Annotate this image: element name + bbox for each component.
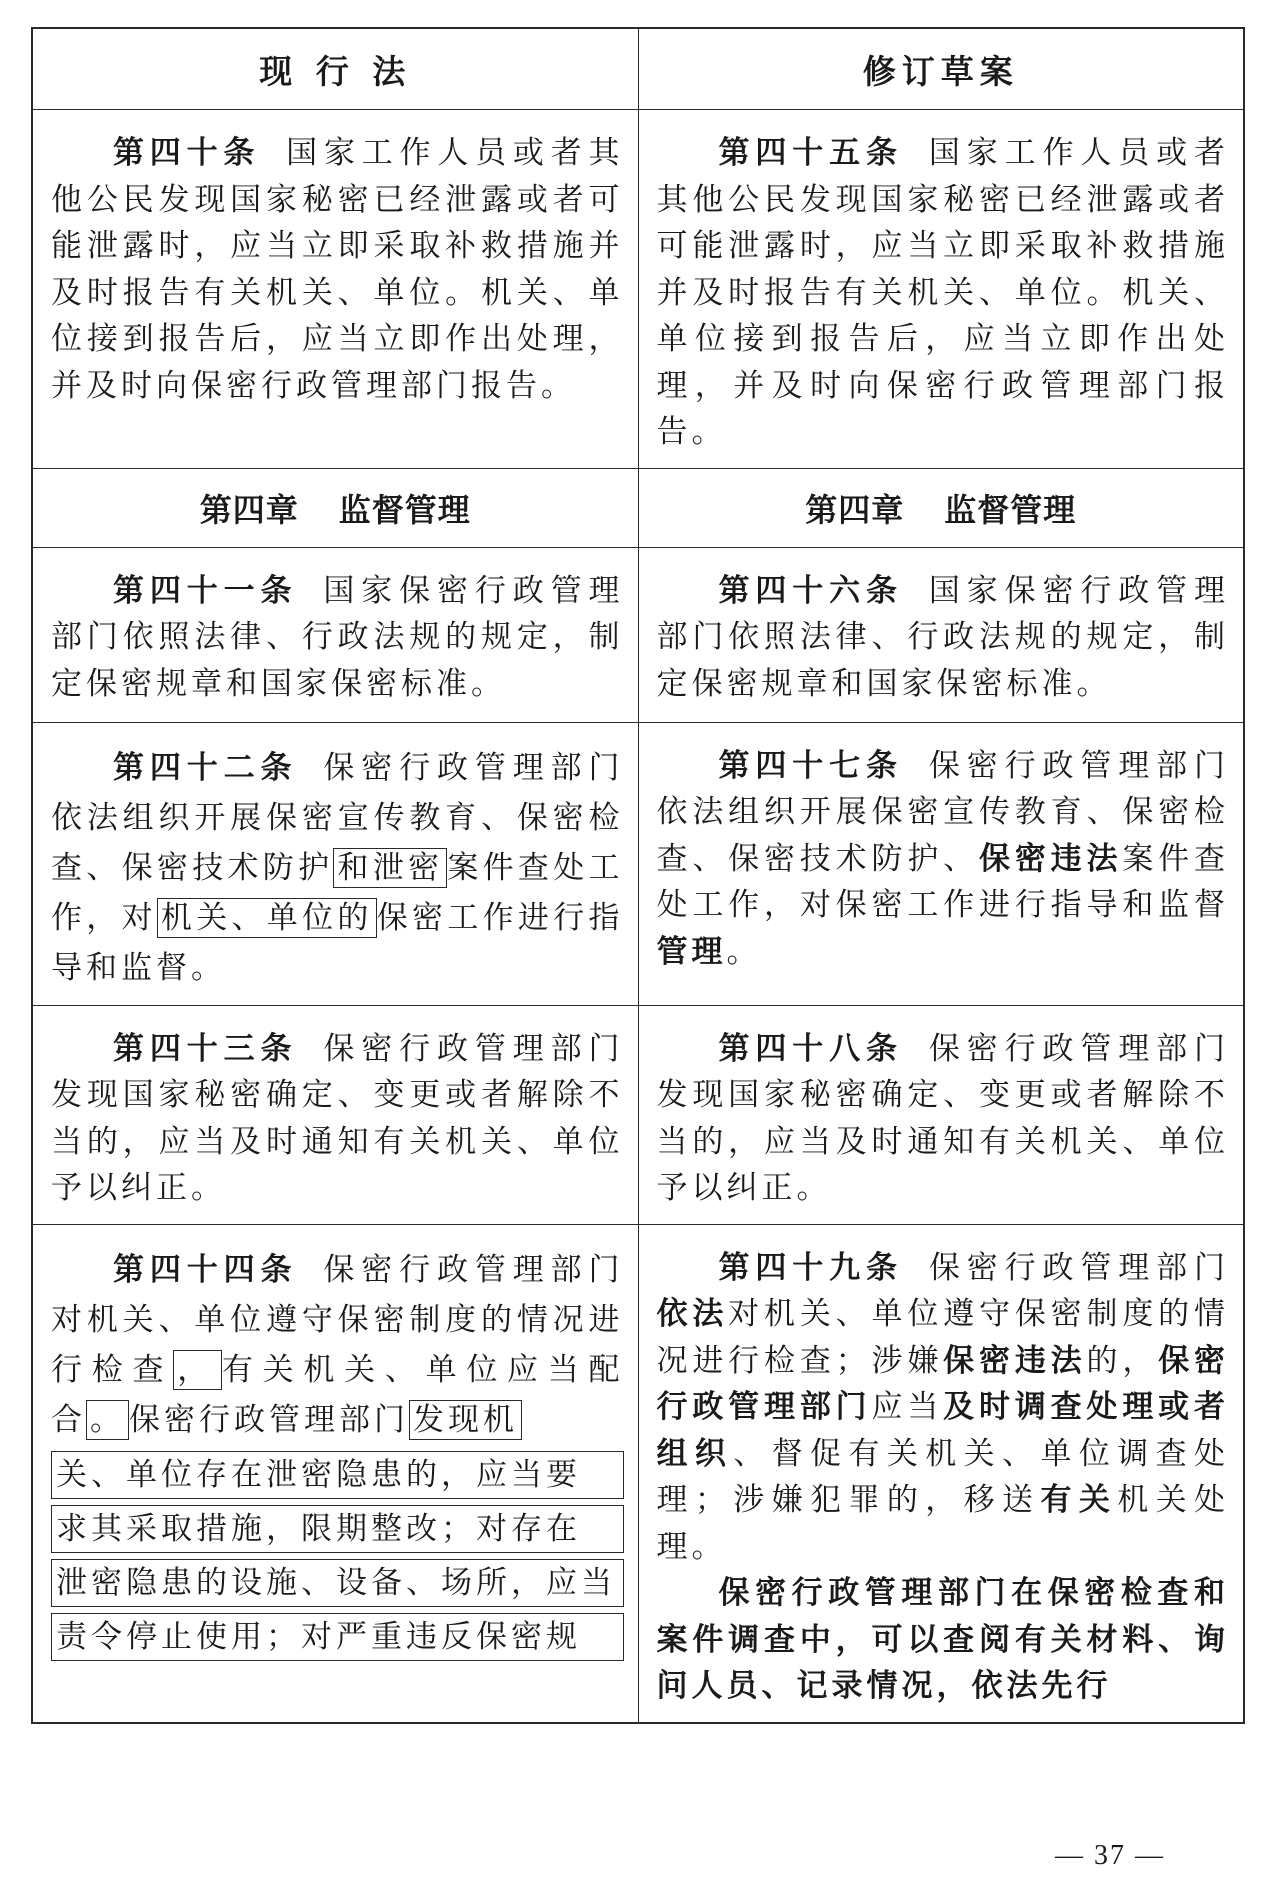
deleted-text-box: 和泄密 bbox=[333, 848, 447, 888]
current-law-cell bbox=[32, 547, 638, 722]
chapter-heading-left bbox=[32, 468, 638, 547]
header-revised-draft: 修订草案 bbox=[638, 28, 1244, 110]
article-text: 保密行政管理部门 bbox=[129, 1401, 409, 1438]
deleted-text-line: 责令停止使用；对严重违反保密规 bbox=[51, 1613, 624, 1661]
chapter-row bbox=[32, 468, 1244, 547]
chapter-number: 第四章 bbox=[199, 490, 299, 529]
article-text: 保密行政管理部门对机关、单位遵守保密制度的情况进行检查 bbox=[51, 1251, 624, 1388]
article-text: 国家工作人员或者其他公民发现国家秘密已经泄露或者可能泄露时，应当立即采取补救措施并及时报告有关机关、单位。机关、单位接到报告后，应当立即作出处理，并及时向保密行政管理部门报告。 bbox=[51, 135, 624, 404]
article-text: 。 bbox=[726, 933, 762, 970]
deleted-text-box: 。 bbox=[86, 1400, 129, 1440]
article-text: 国家保密行政管理部门依照法律、行政法规的规定，制定保密规章和国家保密标准。 bbox=[656, 572, 1229, 702]
deleted-text-box: ， bbox=[173, 1350, 222, 1390]
header-row bbox=[32, 28, 1244, 110]
added-text-bold: 及时调查处理或者组织 bbox=[656, 1389, 1230, 1472]
table-row bbox=[32, 1224, 1244, 1723]
article-number: 第四十三条 bbox=[113, 1030, 298, 1067]
article-text: 保密行政管理部门发现国家秘密确定、变更或者解除不当的，应当及时通知有关机关、单位予以纠正。 bbox=[656, 1030, 1229, 1206]
table-row bbox=[32, 110, 1244, 469]
article-number: 第四十六条 bbox=[718, 572, 903, 609]
article-text: 保密行政管理部门依法组织开展保密宣传教育、保密检查、保密技术防护 bbox=[51, 749, 624, 886]
table-row bbox=[32, 1005, 1244, 1224]
added-text-bold: 有关 bbox=[1040, 1482, 1118, 1518]
deleted-text-line: 泄密隐患的设施、设备、场所，应当 bbox=[51, 1559, 624, 1607]
article-text: 案件查处工作，对 bbox=[51, 849, 624, 936]
article-text: 保密工作进行指导和监督。 bbox=[51, 899, 624, 986]
current-law-cell bbox=[32, 1005, 638, 1224]
header-current-law: 现 行 法 bbox=[32, 28, 638, 110]
added-text-bold: 依法 bbox=[656, 1296, 729, 1332]
article-text: 保密行政管理部门发现国家秘密确定、变更或者解除不当的，应当及时通知有关机关、单位予以纠正。 bbox=[51, 1030, 624, 1206]
revised-draft-cell bbox=[638, 1224, 1244, 1723]
article-text: 应当 bbox=[871, 1389, 944, 1425]
article-number: 第四十七条 bbox=[718, 747, 903, 784]
added-text-bold: 保密行政管理部门 bbox=[656, 1342, 1230, 1425]
deleted-text-box: 发现机 bbox=[409, 1400, 522, 1440]
chapter-title: 监督管理 bbox=[944, 490, 1077, 529]
added-text-bold: 管理 bbox=[656, 933, 727, 970]
article-number: 第四十五条 bbox=[718, 135, 903, 171]
article-text: 保密行政管理部门 bbox=[928, 1249, 1229, 1286]
chapter-heading-right bbox=[638, 468, 1244, 547]
chapter-number: 第四章 bbox=[805, 490, 905, 529]
current-law-cell bbox=[32, 1224, 638, 1723]
deleted-text-line: 求其采取措施，限期整改；对存在 bbox=[51, 1505, 624, 1553]
article-text: 有关机关、单位应当配合 bbox=[51, 1351, 624, 1438]
article-number: 第四十九条 bbox=[718, 1249, 903, 1286]
article-text: 保密行政管理部门依法组织开展保密宣传教育、保密检查、保密技术防护、 bbox=[656, 747, 1229, 877]
deleted-text-box: 机关、单位的 bbox=[157, 898, 377, 938]
table-row bbox=[32, 722, 1244, 1005]
current-law-cell bbox=[32, 110, 638, 469]
article-text: 对机关、单位遵守保密制度的情况进行检查；涉嫌 bbox=[656, 1296, 1230, 1379]
revised-draft-cell bbox=[638, 110, 1244, 469]
deleted-text-line: 关、单位存在泄密隐患的，应当要 bbox=[51, 1451, 624, 1499]
chapter-title: 监督管理 bbox=[338, 490, 471, 529]
article-text: 国家保密行政管理部门依照法律、行政法规的规定，制定保密规章和国家保密标准。 bbox=[51, 572, 624, 702]
page-number: — 37 — bbox=[1055, 1840, 1165, 1871]
article-text: 国家工作人员或者其他公民发现国家秘密已经泄露或者可能泄露时，应当立即采取补救措施并及时报告有关机关、单位。机关、单位接到报告后，应当立即作出处理，并及时向保密行政管理部门报告。 bbox=[656, 135, 1229, 450]
article-number: 第四十四条 bbox=[113, 1251, 298, 1288]
article-text: 、督促有关机关、单位调查处理；涉嫌犯罪的，移送 bbox=[656, 1435, 1230, 1518]
article-number: 第四十八条 bbox=[718, 1030, 903, 1067]
current-law-cell bbox=[32, 722, 638, 1005]
added-paragraph-bold: 保密行政管理部门在保密检查和案件调查中，可以查阅有关材料、询问人员、记录情况，依法先行 bbox=[656, 1575, 1229, 1704]
revised-draft-cell bbox=[638, 722, 1244, 1005]
table-row bbox=[32, 547, 1244, 722]
revised-draft-cell bbox=[638, 547, 1244, 722]
article-text: 案件查处工作，对保密工作进行指导和监督 bbox=[656, 840, 1230, 923]
added-text-bold: 保密违法 bbox=[979, 840, 1123, 877]
comparison-table bbox=[31, 27, 1245, 1724]
article-number: 第四十条 bbox=[113, 135, 261, 171]
article-text: 的， bbox=[1086, 1342, 1159, 1379]
revised-draft-cell bbox=[638, 1005, 1244, 1224]
article-text: 机关处理。 bbox=[656, 1482, 1230, 1565]
added-text-bold: 保密违法 bbox=[943, 1342, 1087, 1379]
article-number: 第四十二条 bbox=[113, 749, 298, 786]
article-number: 第四十一条 bbox=[113, 572, 298, 609]
